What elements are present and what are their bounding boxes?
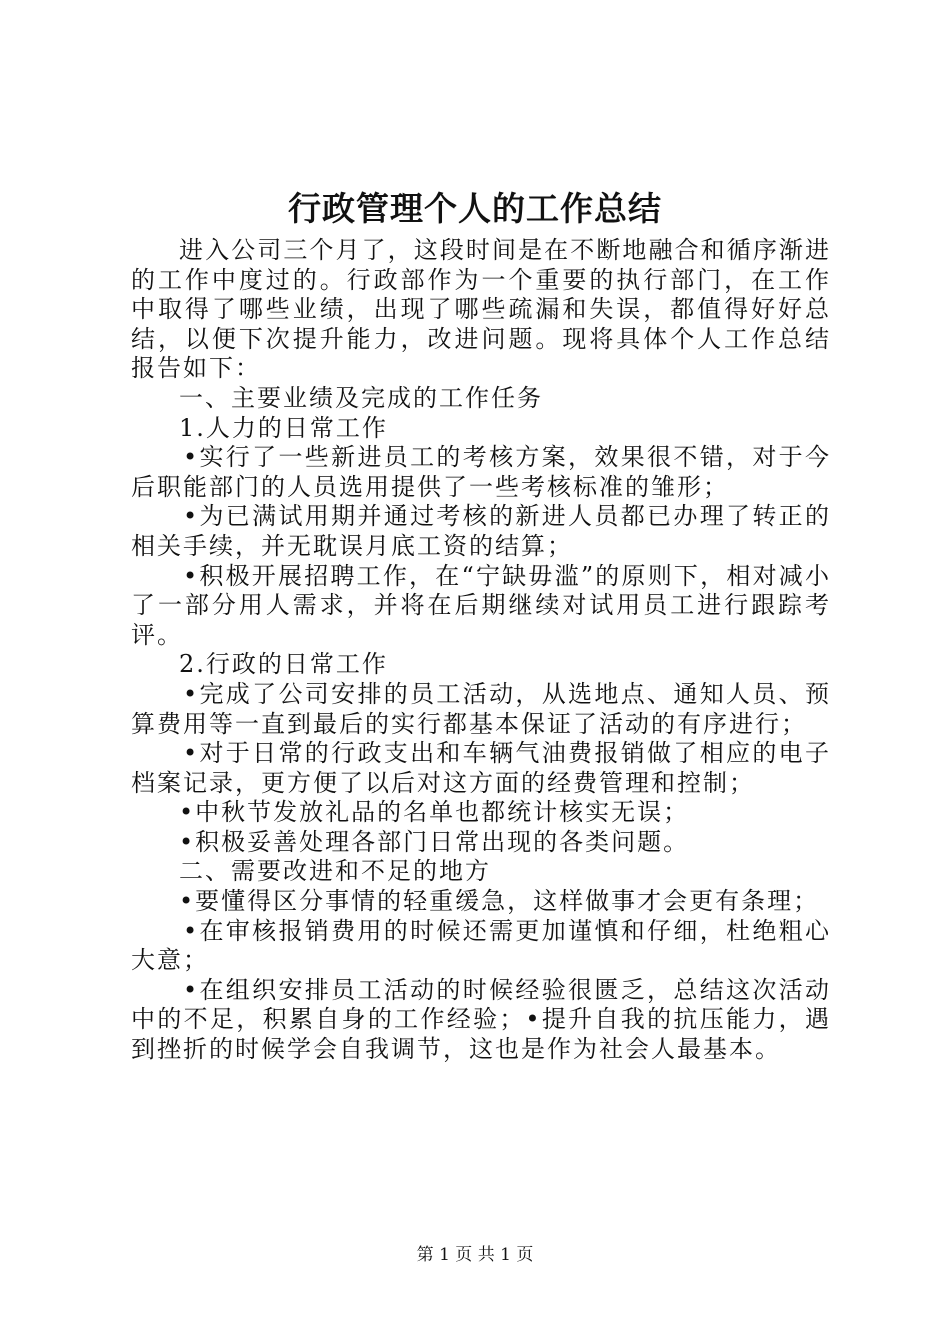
document-body	[131, 236, 831, 1065]
list-item: •中秋节发放礼品的名单也都统计核实无误；	[179, 798, 690, 827]
list-item: •对于日常的行政支出和车辆气油费报销做了相应的电子档案记录，更方便了以后对这方面的经费管理和控制；	[131, 739, 831, 797]
list-item: •在审核报销费用的时候还需更加谨慎和仔细，杜绝粗心大意；	[131, 916, 831, 975]
list-item: •要懂得区分事情的轻重缓急，这样做事才会更有条理；	[179, 887, 820, 916]
section-heading-improvements: 二、需要改进和不足的地方	[179, 857, 491, 886]
list-item: •完成了公司安排的员工活动，从选地点、通知人员、预算费用等一直到最后的实行都基本保证了活动的有序进行；	[131, 679, 831, 738]
section-heading-achievements: 一、主要业绩及完成的工作任务	[179, 383, 543, 412]
list-item: •在组织安排员工活动的时候经验很匮乏，总结这次活动中的不足，积累自身的工作经验；•提升自我的抗压能力，遇到挫折的时候学会自我调节，这也是作为社会人最基本。	[131, 975, 831, 1064]
list-item: •积极开展招聘工作，在“宁缺毋滥”的原则下，相对减小了一部分用人需求，并将在后期继续对试用员工进行跟踪考评。	[131, 561, 831, 649]
paragraph-intro: 进入公司三个月了，这段时间是在不断地融合和循序渐进的工作中度过的。行政部作为一个重要的执行部门，在工作中取得了哪些业绩，出现了哪些疏漏和失误，都值得好好总结，以便下次提升能力，改进问题。现将具体个人工作总结报告如下：	[131, 236, 831, 383]
list-item: •实行了一些新进员工的考核方案，效果很不错，对于今后职能部门的人员选用提供了一些考核标准的雏形；	[131, 443, 831, 501]
subsection-heading-hr: 1.人力的日常工作	[179, 413, 388, 442]
subsection-heading-admin: 2.行政的日常工作	[179, 650, 388, 679]
list-item: •积极妥善处理各部门日常出现的各类问题。	[179, 827, 690, 856]
document-title: 行政管理个人的工作总结	[288, 189, 662, 228]
list-item: •为已满试用期并通过考核的新进人员都已办理了转正的相关手续，并无耽误月底工资的结算；	[131, 502, 831, 560]
page-footer	[0, 1244, 950, 1266]
page-number-label: 第 1 页 共 1 页	[416, 1245, 534, 1265]
